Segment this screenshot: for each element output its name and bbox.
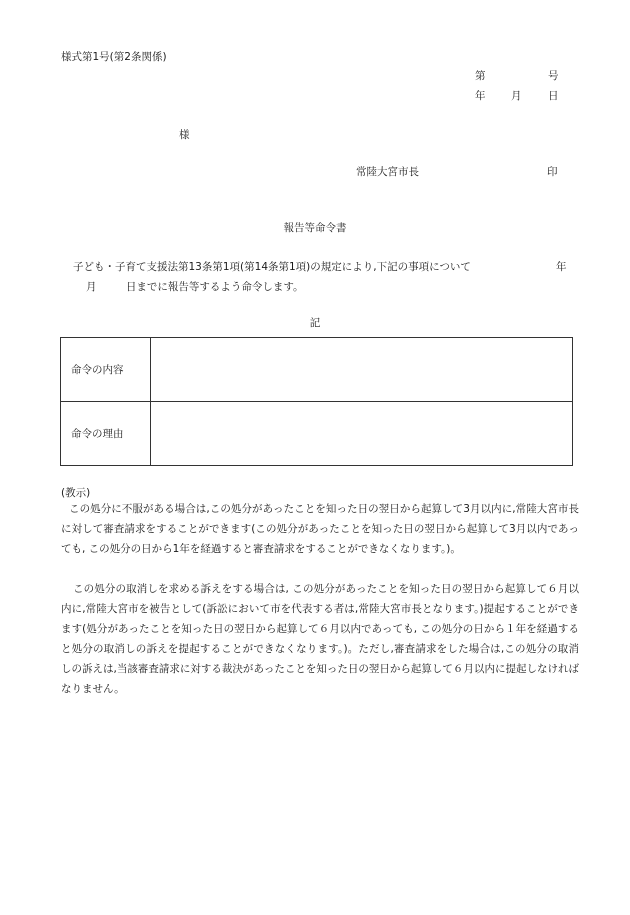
order-content-field[interactable] (151, 338, 573, 402)
table-row (61, 402, 573, 466)
order-reason-label: 命令の理由 (61, 402, 151, 466)
form-number: 様式第1号(第2条関係) (61, 51, 167, 63)
notice-heading: (教示) (61, 487, 91, 499)
notice-paragraph-2 (61, 579, 579, 699)
table-row (61, 338, 573, 402)
date-day-label: 日 (548, 90, 559, 102)
document-title: 報告等命令書 (283, 222, 347, 234)
intro-line-2: 月 日までに報告等するよう命令します。 (86, 281, 304, 293)
order-content-label: 命令の内容 (61, 338, 151, 402)
addressee-honorific: 様 (179, 129, 190, 141)
document-number-suffix: 号 (548, 70, 559, 82)
date-month-label: 月 (511, 90, 522, 102)
document-number-prefix: 第 (475, 70, 486, 82)
intro-line-1: 子ども・子育て支援法第13条第1項(第14条第1項)の規定により,下記の事項について (73, 261, 471, 273)
notice-paragraph-1-text: この処分に不服がある場合は,この処分があったことを知った日の翌日から起算して3月以内に,常陸大宮市長に対して審査請求をすることができます(この処分があったことを知った日の翌日から起算して3月以内であっても, この処分の日から1年を経過すると審査請求をすることができなくなります。)。 (61, 503, 579, 555)
order-reason-field[interactable] (151, 402, 573, 466)
issuer-name: 常陸大宮市長 (356, 166, 419, 178)
order-table (60, 337, 573, 466)
seal-mark: 印 (547, 166, 558, 178)
notice-paragraph-1 (61, 499, 579, 559)
notice-paragraph-2-text: この処分の取消しを求める訴えをする場合は, この処分があったことを知った日の翌日から起算して６月以内に,常陸大宮市を被告として(訴訟において市を代表する者は,常陸大宮市長となります。)提起することができます(処分があったことを知った日の翌日から起算して６月以内であっても, この処分の日から１年を経過すると処分の取消しの訴えを提起することができなくなります。)。ただし,審査請求をした場合は,この処分の取消しの訴えは,当該審査請求に対する裁決があったことを知った日の翌日から起算して６月以内に提起しなければなりません。 (61, 583, 579, 695)
ki-heading: 記 (309, 317, 321, 329)
date-year-label: 年 (475, 90, 486, 102)
intro-year-label: 年 (556, 261, 567, 273)
